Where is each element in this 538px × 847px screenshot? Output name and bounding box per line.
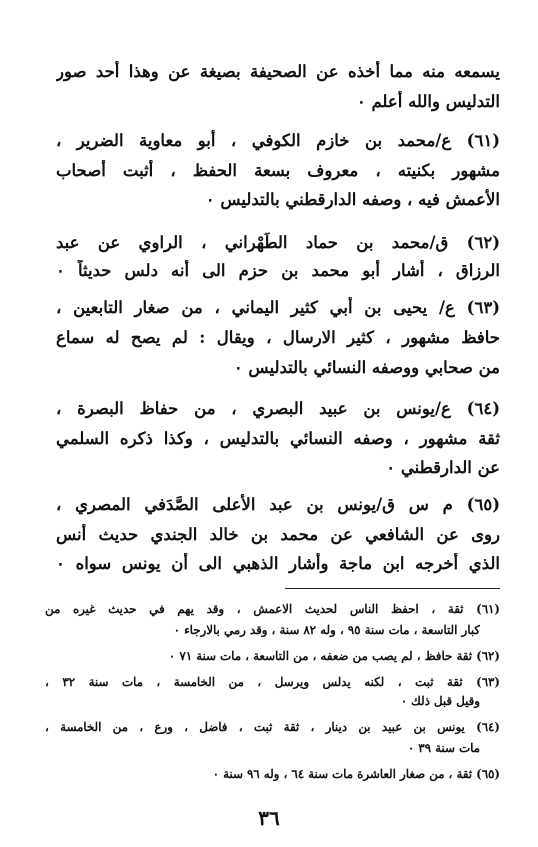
entry-63-line: حافظ مشهور ، كثير الارسال ، ويقال : لم يصح له سماع	[56, 328, 500, 347]
body-line: التدليس والله أعلم ٠	[356, 92, 500, 111]
body-line: يسمعه منه مما أخذه عن الصحيفة بصيغة عن وهذا أحد صور	[56, 62, 500, 81]
entry-61-line: (٦١) ع/محمد بن خازم الكوفي ، أبو معاوية الضرير ،	[56, 131, 500, 150]
footnote-63-line: وقيل قبل ذلك ٠	[400, 694, 480, 708]
footnote-61-line: كبار التاسعة ، مات سنة ٩٥ ، وله ٨٢ سنة ، وقد رمي بالارجاء ٠	[173, 623, 480, 637]
footnote-65-line: (٦٥) ثقة ، من صغار العاشرة مات سنة ٦٤ ، وله ٩٦ سنة ٠	[212, 767, 500, 781]
footnote-63-line: (٦٣) ثقة ثبت ، لكنه يدلس ويرسل ، من الخامسة ، مات سنة ٣٢ ،	[45, 675, 500, 689]
entry-64-line: (٦٤) ع/يونس بن عبيد البصري ، من حفاظ البصرة ،	[56, 399, 500, 418]
footnote-divider	[285, 588, 500, 589]
footnote-61-line: (٦١) ثقة ، احفظ الناس لحديث الاعمش ، وقد يهم في حديث غيره من	[45, 602, 500, 616]
footnote-64-line: مات سنة ٣٩ ٠	[407, 741, 480, 755]
entry-65-line: (٦٥) م س ق/يونس بن عبد الأعلى الصَّدَفي المصري ،	[56, 495, 500, 514]
entry-62-line: (٦٢) ق/محمد بن حماد الطِّهْراني ، الراوي عن عبد	[56, 233, 500, 252]
footnote-64-line: (٦٤) يونس بن عبيد بن دينار ، ثقة ثبت ، فاضل ، ورع ، من الخامسة ،	[45, 720, 500, 734]
entry-65-line: الذي أخرجه ابن ماجة وأشار الذهبي الى أن يونس سواه ٠	[56, 554, 500, 573]
entry-62-line: الرزاق ، أشار أبو محمد بن حزم الى أنه دلس حديثاً ٠	[56, 261, 500, 280]
footnote-62-line: (٦٢) ثقة حافظ ، لم يصب من ضعفه ، من التاسعة ، مات سنة ٧١ ٠	[168, 649, 500, 663]
entry-61-line: الأعمش فيه ، وصفه الدارقطني بالتدليس ٠	[205, 190, 500, 209]
page-number: ٣٦	[258, 806, 280, 830]
entry-63-line: (٦٣) ع/ يحيى بن أبي كثير اليماني ، من صغار التابعين ،	[56, 298, 500, 317]
entry-64-line: ثقة مشهور ، وصفه النسائي بالتدليس ، وكذا ذكره السلمي	[56, 429, 500, 448]
entry-64-line: عن الدارقطني ٠	[386, 458, 500, 477]
entry-63-line: من صحابي ووصفه النسائي بالتدليس ٠	[233, 358, 500, 377]
entry-65-line: روى عن الشافعي عن محمد بن خالد الجندي حديث أنس	[56, 525, 500, 544]
entry-61-line: مشهور بكنيته ، معروف بسعة الحفظ ، أثبت أصحاب	[56, 161, 500, 180]
